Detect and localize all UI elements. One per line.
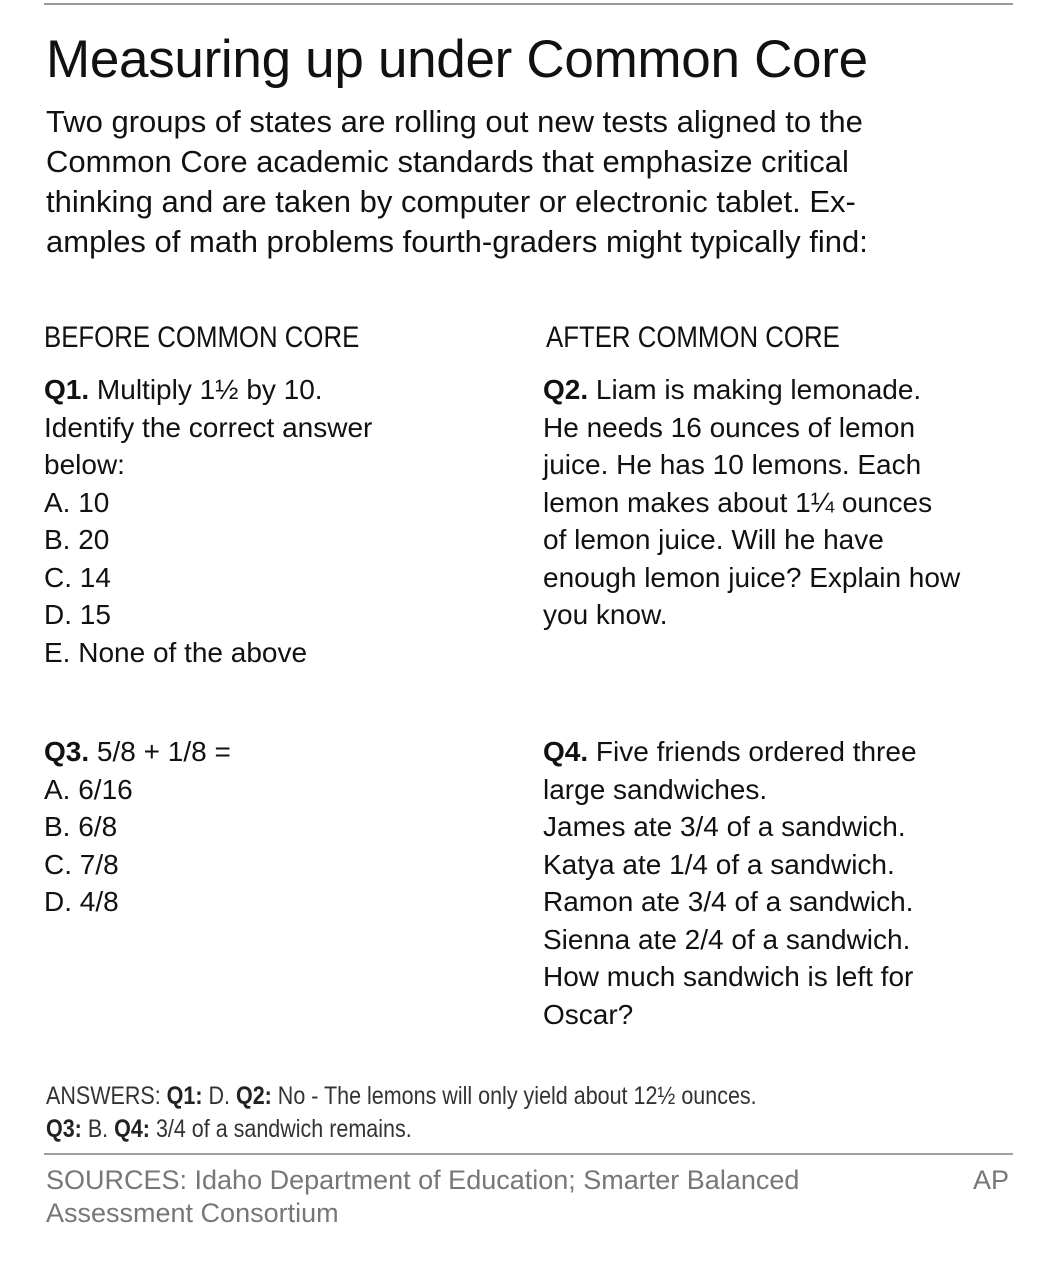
answer-q4-label: Q4: <box>114 1115 150 1143</box>
question-2-line: enough lemon juice? Explain how <box>543 561 961 593</box>
answer-key <box>46 1080 757 1146</box>
answer-key-line-1 <box>46 1080 757 1113</box>
question-4-first-line <box>543 733 917 771</box>
question-1-first-line <box>44 371 372 409</box>
bottom-divider <box>44 1153 1013 1155</box>
question-3-first-line <box>44 733 231 771</box>
question-1-prompt: Multiply 1½ by 10. <box>89 374 323 405</box>
question-3-choice: A. 6/16 <box>44 773 133 805</box>
question-1-choice: E. None of the above <box>44 636 308 668</box>
question-1-label: Q1. <box>44 374 90 405</box>
intro-line: amples of math problems fourth-graders might typically find: <box>46 224 868 259</box>
question-3-label: Q3. <box>44 736 90 767</box>
question-3-choice: D. 4/8 <box>44 886 119 917</box>
question-1-choice: C. 14 <box>44 561 111 593</box>
question-4-label: Q4. <box>543 736 589 767</box>
top-divider <box>44 3 1013 5</box>
question-2 <box>543 371 960 634</box>
intro-paragraph <box>46 102 1006 262</box>
question-3-prompt: 5/8 + 1/8 = <box>89 736 231 767</box>
question-2-line: He needs 16 ounces of lemon <box>543 411 916 443</box>
answer-q1: D. <box>202 1082 236 1110</box>
question-1 <box>44 371 372 671</box>
answer-q1-label: Q1: <box>166 1082 203 1110</box>
question-2-line: you know. <box>543 599 668 630</box>
question-2-label: Q2. <box>543 374 589 405</box>
question-4-line: Katya ate 1/4 of a sandwich. <box>543 848 895 880</box>
sources-credit <box>46 1164 799 1230</box>
question-2-prompt: Liam is making lemonade. <box>588 374 922 405</box>
question-1-line: Identify the correct answer <box>44 411 373 443</box>
question-4-line: Oscar? <box>543 998 634 1030</box>
page-title: Measuring up under Common Core <box>46 30 868 89</box>
question-3-choice: B. 6/8 <box>44 811 118 842</box>
intro-line: thinking and are taken by computer or electronic tablet. Ex- <box>46 184 856 219</box>
after-column-heading: AFTER COMMON CORE <box>546 321 840 354</box>
answer-q3-label: Q3: <box>46 1115 82 1143</box>
answers-prefix: ANSWERS: <box>46 1082 167 1110</box>
answer-q2-label: Q2: <box>235 1082 272 1110</box>
question-1-choice: B. 20 <box>44 524 110 555</box>
question-1-choice: A. 10 <box>44 486 110 518</box>
intro-line: Two groups of states are rolling out new tests aligned to the <box>46 104 863 139</box>
answer-key-line-2 <box>46 1113 757 1146</box>
question-4-prompt: Five friends ordered three <box>588 736 917 767</box>
question-4-line: large sandwiches. <box>543 773 768 805</box>
question-4-line: Sienna ate 2/4 of a sandwich. <box>543 923 911 955</box>
question-2-first-line <box>543 371 960 409</box>
question-3 <box>44 733 231 921</box>
question-4-line: How much sandwich is left for <box>543 961 914 992</box>
sources-line: Assessment Consortium <box>46 1198 339 1228</box>
answer-q3: B. <box>81 1115 115 1143</box>
question-4-line: Ramon ate 3/4 of a sandwich. <box>543 886 914 917</box>
question-2-line: lemon makes about 1¼ ounces <box>543 486 933 518</box>
question-4-line: James ate 3/4 of a sandwich. <box>543 811 906 842</box>
intro-line: Common Core academic standards that emphasize critical <box>46 144 849 179</box>
agency-credit: AP <box>973 1165 1010 1195</box>
answer-q4: 3/4 of a sandwich remains. <box>149 1115 412 1143</box>
question-1-line: below: <box>44 449 125 480</box>
question-2-line: juice. He has 10 lemons. Each <box>543 449 922 480</box>
question-1-choice: D. 15 <box>44 599 111 630</box>
answer-q2: No - The lemons will only yield about 12½ ounces. <box>271 1082 757 1110</box>
question-4 <box>543 733 917 1033</box>
question-2-line: of lemon juice. Will he have <box>543 524 884 555</box>
before-column-heading: BEFORE COMMON CORE <box>44 321 360 354</box>
sources-line: SOURCES: Idaho Department of Education; Smarter Balanced <box>46 1165 800 1195</box>
question-3-choice: C. 7/8 <box>44 848 119 880</box>
